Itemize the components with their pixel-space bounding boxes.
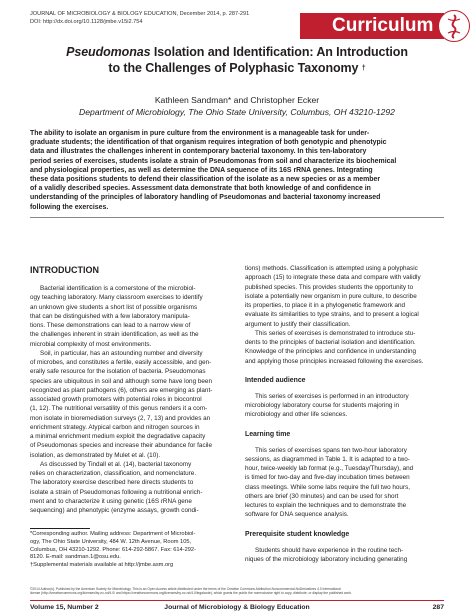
- title-dagger: †: [361, 65, 366, 72]
- body-line: microbiology and other life sciences.: [245, 411, 348, 419]
- body-line: is timed for two-day and five-day incubation times between: [245, 474, 410, 482]
- journal-citation-line: JOURNAL OF MICROBIOLOGY & BIOLOGY EDUCATION, December 2014, p. 287-291: [30, 11, 250, 17]
- intended-audience-heading: Intended audience: [245, 376, 306, 384]
- body-line: relies on characterization, classification, and nomenclature.: [30, 470, 197, 477]
- footer-rule: [30, 600, 444, 601]
- footnotes: [30, 531, 231, 570]
- body-line: erally safe resource for the isolation of bacteria. Pseudomonas: [30, 368, 206, 376]
- abstract-line: of a validly described species. Assessment data demonstrate that both knowledge of and confidence in: [30, 185, 371, 193]
- body-line: and applying those principles increased following the exercises.: [245, 357, 424, 365]
- article-title-line-2: [0, 61, 474, 76]
- abstract-line: period series of exercises, students isolate a strain of Pseudomonas from soil and characterize its biochemical: [30, 157, 397, 165]
- body-line: of Pseudomonas species and increase their abundance for facile: [30, 442, 212, 450]
- body-line: Bacterial identification is a cornerstone of the microbiol-: [40, 285, 196, 292]
- body-line: software for DNA sequence analysis.: [245, 511, 349, 519]
- body-line: microbial complexity of most environments.: [30, 340, 152, 348]
- title-line-1-rest: Isolation and Identification: An Introduction: [150, 45, 408, 59]
- body-line: tions) methods. Classification is attempted using a polyphasic: [245, 265, 418, 272]
- body-line: that can be distinguished with a few laboratory manipula-: [30, 312, 190, 320]
- body-line: As discussed by Tindall et al. (14), bacterial taxonomy: [40, 460, 192, 468]
- body-line: the challenges inherent in strain identification, as well as the: [30, 331, 199, 339]
- body-line: published species. This provides students the opportunity to: [245, 283, 414, 291]
- asm-logo-graphic: [439, 11, 469, 41]
- learning-time-heading: Learning time: [245, 430, 291, 438]
- abstract-bottom-rule: [30, 217, 444, 218]
- introduction-heading: INTRODUCTION: [30, 265, 99, 275]
- footer-journal-name: Journal of Microbiology & Biology Education: [164, 604, 310, 611]
- body-line: niques of the microbiology laboratory including generating: [245, 555, 408, 563]
- abstract: [30, 129, 444, 212]
- body-line: microbiology laboratory course for students majoring in: [245, 402, 400, 409]
- body-line: sessions, as diagrammed in Table 1. It is adapted to a two-: [245, 455, 410, 463]
- article-title-line-1: [0, 45, 474, 60]
- footer-volume: Volume 15, Number 2: [30, 604, 99, 611]
- body-line: This series of exercises is demonstrated to introduce stu-: [255, 329, 416, 337]
- body-line: an unknown give students a short list of possible organisms: [30, 303, 198, 311]
- footnote-line: 8120. E-mail: sandman.1@osu.edu.: [30, 554, 121, 561]
- prerequisite-knowledge-heading: Prerequisite student knowledge: [245, 530, 350, 538]
- title-genus: Pseudomonas: [66, 45, 151, 59]
- body-line: of microbes, and constitutes a fertile, easily accessible, and gen-: [30, 359, 212, 366]
- body-line: (1, 12). The nutritional versatility of this genus renders it a com-: [30, 405, 208, 413]
- footnote-rule: [30, 528, 90, 529]
- footer-page-number: 287: [432, 604, 444, 611]
- body-line: This series of exercises is performed in an introductory: [255, 392, 409, 400]
- abstract-line: understanding of the principles of laboratory handling of Pseudomonas and bacterial taxonomy increased: [30, 194, 381, 202]
- section-label: Curriculum: [332, 15, 434, 36]
- body-line: lectures to explain the techniques and to demonstrate the: [245, 502, 407, 509]
- body-line: This series of exercises spans ten two-hour laboratory: [255, 446, 407, 454]
- footnote-line: ogy, The Ohio State University, 484 W. 12th Avenue, Room 105,: [30, 538, 192, 545]
- author-list: Kathleen Sandman* and Christopher Ecker: [154, 95, 320, 105]
- left-column: [30, 264, 231, 515]
- abstract-line: The ability to isolate an organism in pure culture from the environment is a manageable task for under-: [30, 130, 370, 137]
- body-line: hour, twice-weekly lab format (e.g., Tuesday/Thursday), and: [245, 465, 414, 472]
- title-line-2-text: to the Challenges of Polyphasic Taxonomy: [108, 61, 359, 75]
- body-line: ment and to characterize it using genetic (16S rRNA gene: [30, 497, 192, 505]
- abstract-line: graduate students; the identification of that organism requires integration of both genotypic and phenotypic: [30, 139, 387, 147]
- body-line: isolate a potentially new organism in pure culture, to describe: [245, 292, 417, 300]
- abstract-line: following the exercises.: [30, 203, 109, 211]
- license-notice: [30, 587, 444, 595]
- body-line: tions. These demonstrations can lead to a narrow view of: [30, 322, 191, 329]
- body-line: others are brief (30 minutes) and can be used for short: [245, 492, 399, 500]
- body-line: class meetings. While some labs require the full two hours,: [245, 483, 411, 491]
- body-line: recognized as plant pathogens (6), others are emerging as plant-: [30, 386, 213, 394]
- asm-logo-icon: [438, 10, 470, 42]
- footnote-line: *Corresponding author. Mailing address: Department of Microbiol-: [30, 531, 196, 537]
- body-line: isolation, as demonstrated by Mulet et al. (10).: [30, 451, 161, 459]
- body-line: The laboratory exercise described here directs students to: [30, 479, 194, 487]
- body-line: mon isolate in bioremediation surveys (2, 7, 13) and provides an: [30, 414, 211, 422]
- abstract-line: these data positions students to defend their classification of the isolate as a new species or as a member: [30, 176, 381, 184]
- body-line: Soil, in particular, has an astounding number and diversity: [40, 349, 203, 357]
- license-line: ©2014 Author(s). Published by the American Society for Microbiology. This is an Open Access article distributed under the terms of the Creative Commons Attribution-Noncommercial-NoDerivatives 4.0 International: [30, 587, 341, 591]
- body-line: sequencing) and phenotypic (enzyme assays, growth condi-: [30, 507, 199, 514]
- body-line: associated growth promoters with potential roles in biocontrol: [30, 396, 202, 403]
- body-line: Knowledge of the principles and confidence in understanding: [245, 348, 417, 356]
- body-line: ogy teaching laboratory. Many classroom exercises to identify: [30, 294, 203, 302]
- body-line: isolate a strain of Pseudomonas following a nutritional enrich-: [30, 488, 203, 496]
- footnote-line: Columbus, OH 43210-1292. Phone: 614-292-5867. Fax: 614-292-: [30, 546, 196, 553]
- body-line: Students should have experience in the routine tech-: [255, 546, 404, 554]
- author-affiliation: Department of Microbiology, The Ohio State University, Columbus, OH 43210-1292: [79, 107, 395, 117]
- body-line: dents to the principles of bacterial isolation and identification.: [245, 339, 416, 346]
- abstract-line: and physiological properties, as well as determine the DNA sequence of its 16S rRNA genes. Integrating: [30, 166, 373, 174]
- body-line: approach (15) to integrate these data and compare with validly: [245, 274, 421, 282]
- body-line: species are ubiquitous in soil and although some have long been: [30, 377, 212, 385]
- body-line: argument to justify their classification.: [245, 320, 351, 328]
- body-line: a minimal enrichment medium exploit the degradative capacity: [30, 433, 206, 440]
- footnote-line: †Supplemental materials available at http://jmbe.asm.org: [30, 562, 174, 569]
- abstract-line: data and illustrates the challenges inherent in contemporary bacterial taxonomy. In this ten-laboratory: [30, 148, 367, 156]
- right-column: [245, 264, 444, 564]
- body-line: enrichment strategy. Atypical carbon and nitrogen sources in: [30, 423, 200, 431]
- license-line: license (http://creativecommons.org/licenses/by-nc-nd/4.0/ and https://creativecommons.org/licenses/by-nc-nd/4.0/legalcode), which grants the public the nonexclusive right to copy, distribute, or display the published work.: [30, 591, 352, 595]
- body-line: evaluate its similarities to type strains, and to present a logical: [245, 311, 419, 319]
- doi-line: DOI: http://dx.doi.org/10.1128/jmbe.v15i2.754: [30, 19, 143, 25]
- body-line: its properties, to place it in a phylogenetic framework and: [245, 302, 406, 309]
